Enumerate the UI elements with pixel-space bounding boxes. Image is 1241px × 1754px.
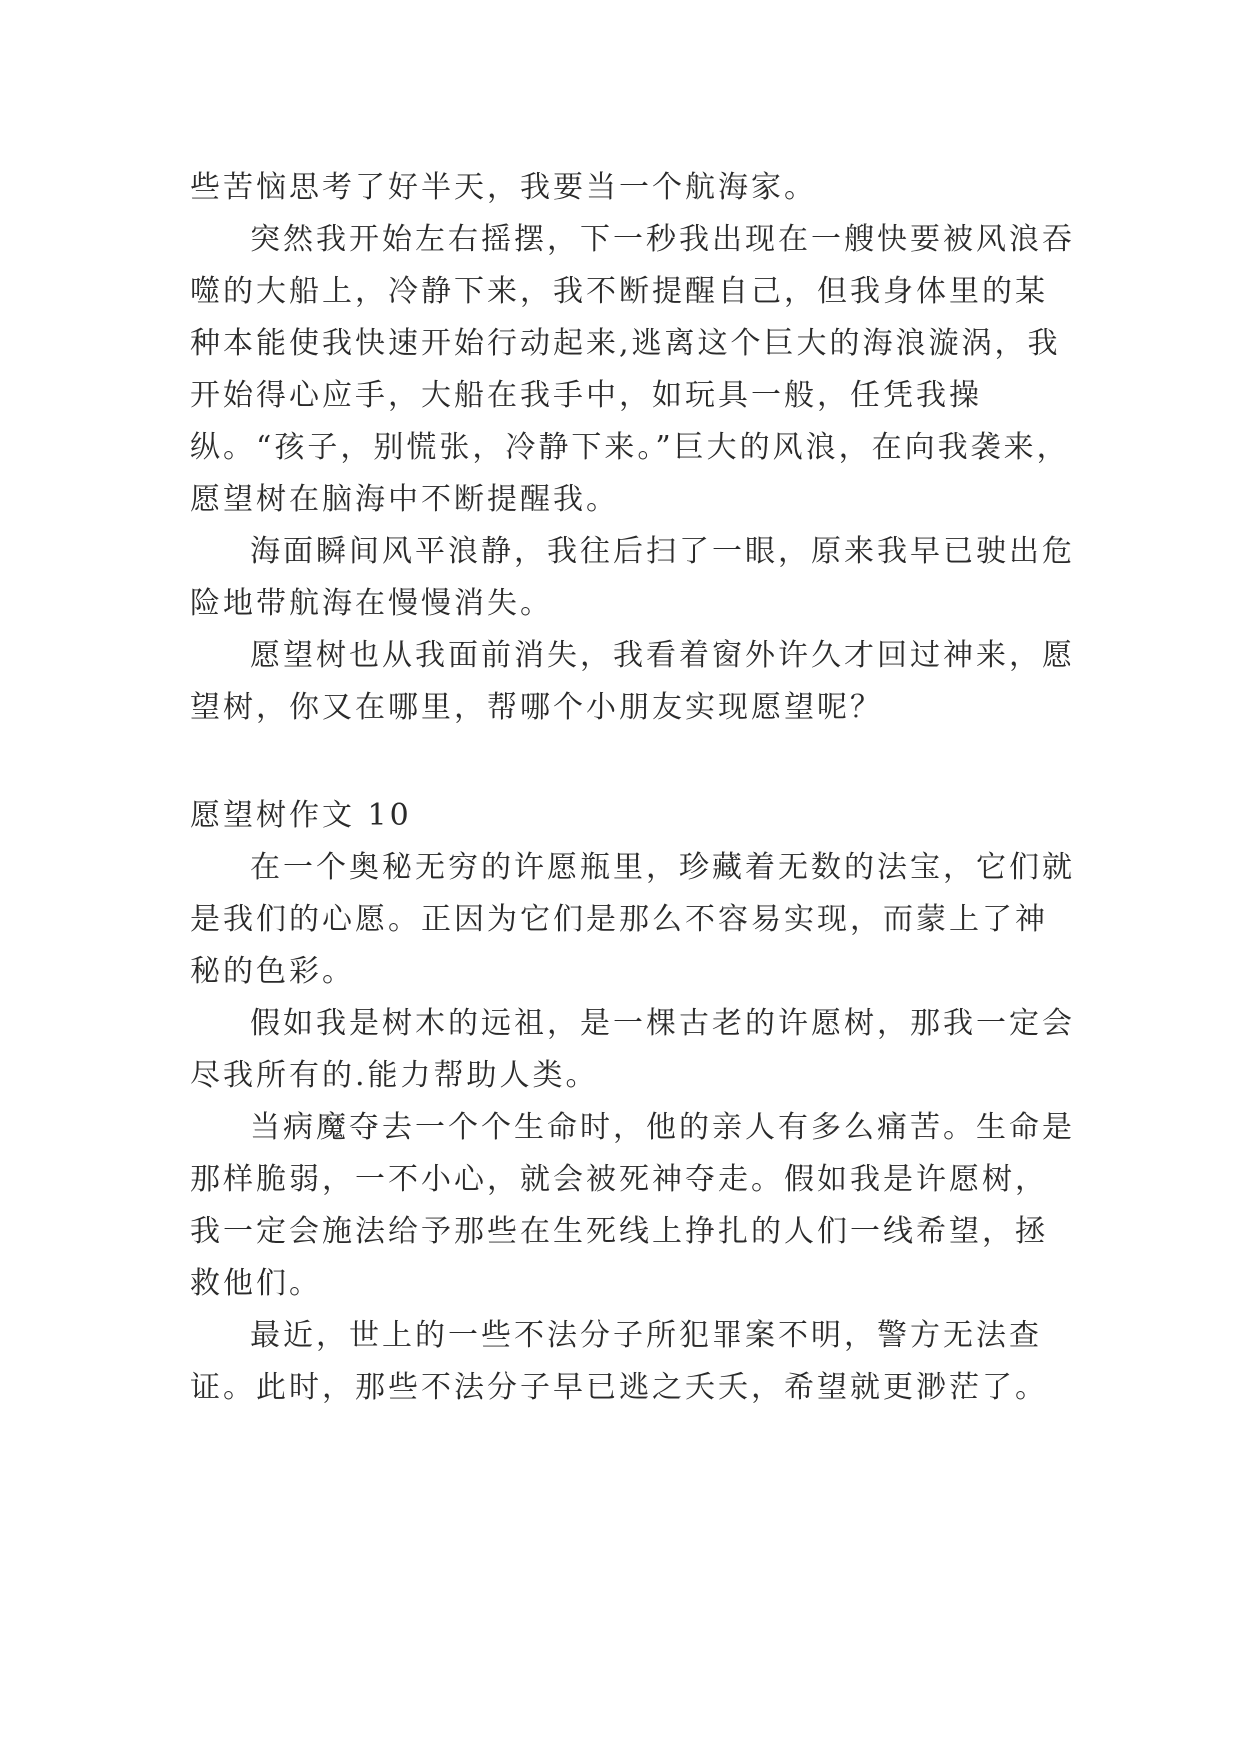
paragraph: 在一个奥秘无穷的许愿瓶里，珍藏着无数的法宝，它们就是我们的心愿。正因为它们是那么不容易实现，而蒙上了神秘的色彩。 [190,850,1075,989]
paragraph: 突然我开始左右摇摆，下一秒我出现在一艘快要被风浪吞噬的大船上，冷静下来，我不断提醒自己，但我身体里的某种本能使我快速开始行动起来,逃离这个巨大的海浪漩涡，我开始得心应手，大船在我手中，如玩具一般，任凭我操纵。“孩子，别慌张，冷静下来。”巨大的风浪，在向我袭来，愿望树在脑海中不断提醒我。 [190,222,1075,517]
paragraph-continued: 些苦恼思考了好半天，我要当一个航海家。 [190,170,817,205]
article-body [190,162,1080,1414]
paragraph: 愿望树也从我面前消失，我看着窗外许久才回过神来，愿望树，你又在哪里，帮哪个小朋友实现愿望呢？ [190,638,1075,725]
essay-title: 愿望树作文 10 [190,798,412,833]
paragraph: 海面瞬间风平浪静，我往后扫了一眼，原来我早已驶出危险地带航海在慢慢消失。 [190,534,1075,621]
paragraph: 当病魔夺去一个个生命时，他的亲人有多么痛苦。生命是那样脆弱，一不小心，就会被死神夺走。假如我是许愿树，我一定会施法给予那些在生死线上挣扎的人们一线希望，拯救他们。 [190,1110,1075,1301]
paragraph: 假如我是树木的远祖，是一棵古老的许愿树，那我一定会尽我所有的.能力帮助人类。 [190,1006,1075,1093]
paragraph: 最近，世上的一些不法分子所犯罪案不明，警方无法查证。此时，那些不法分子早已逃之夭夭，希望就更渺茫了。 [190,1318,1048,1405]
